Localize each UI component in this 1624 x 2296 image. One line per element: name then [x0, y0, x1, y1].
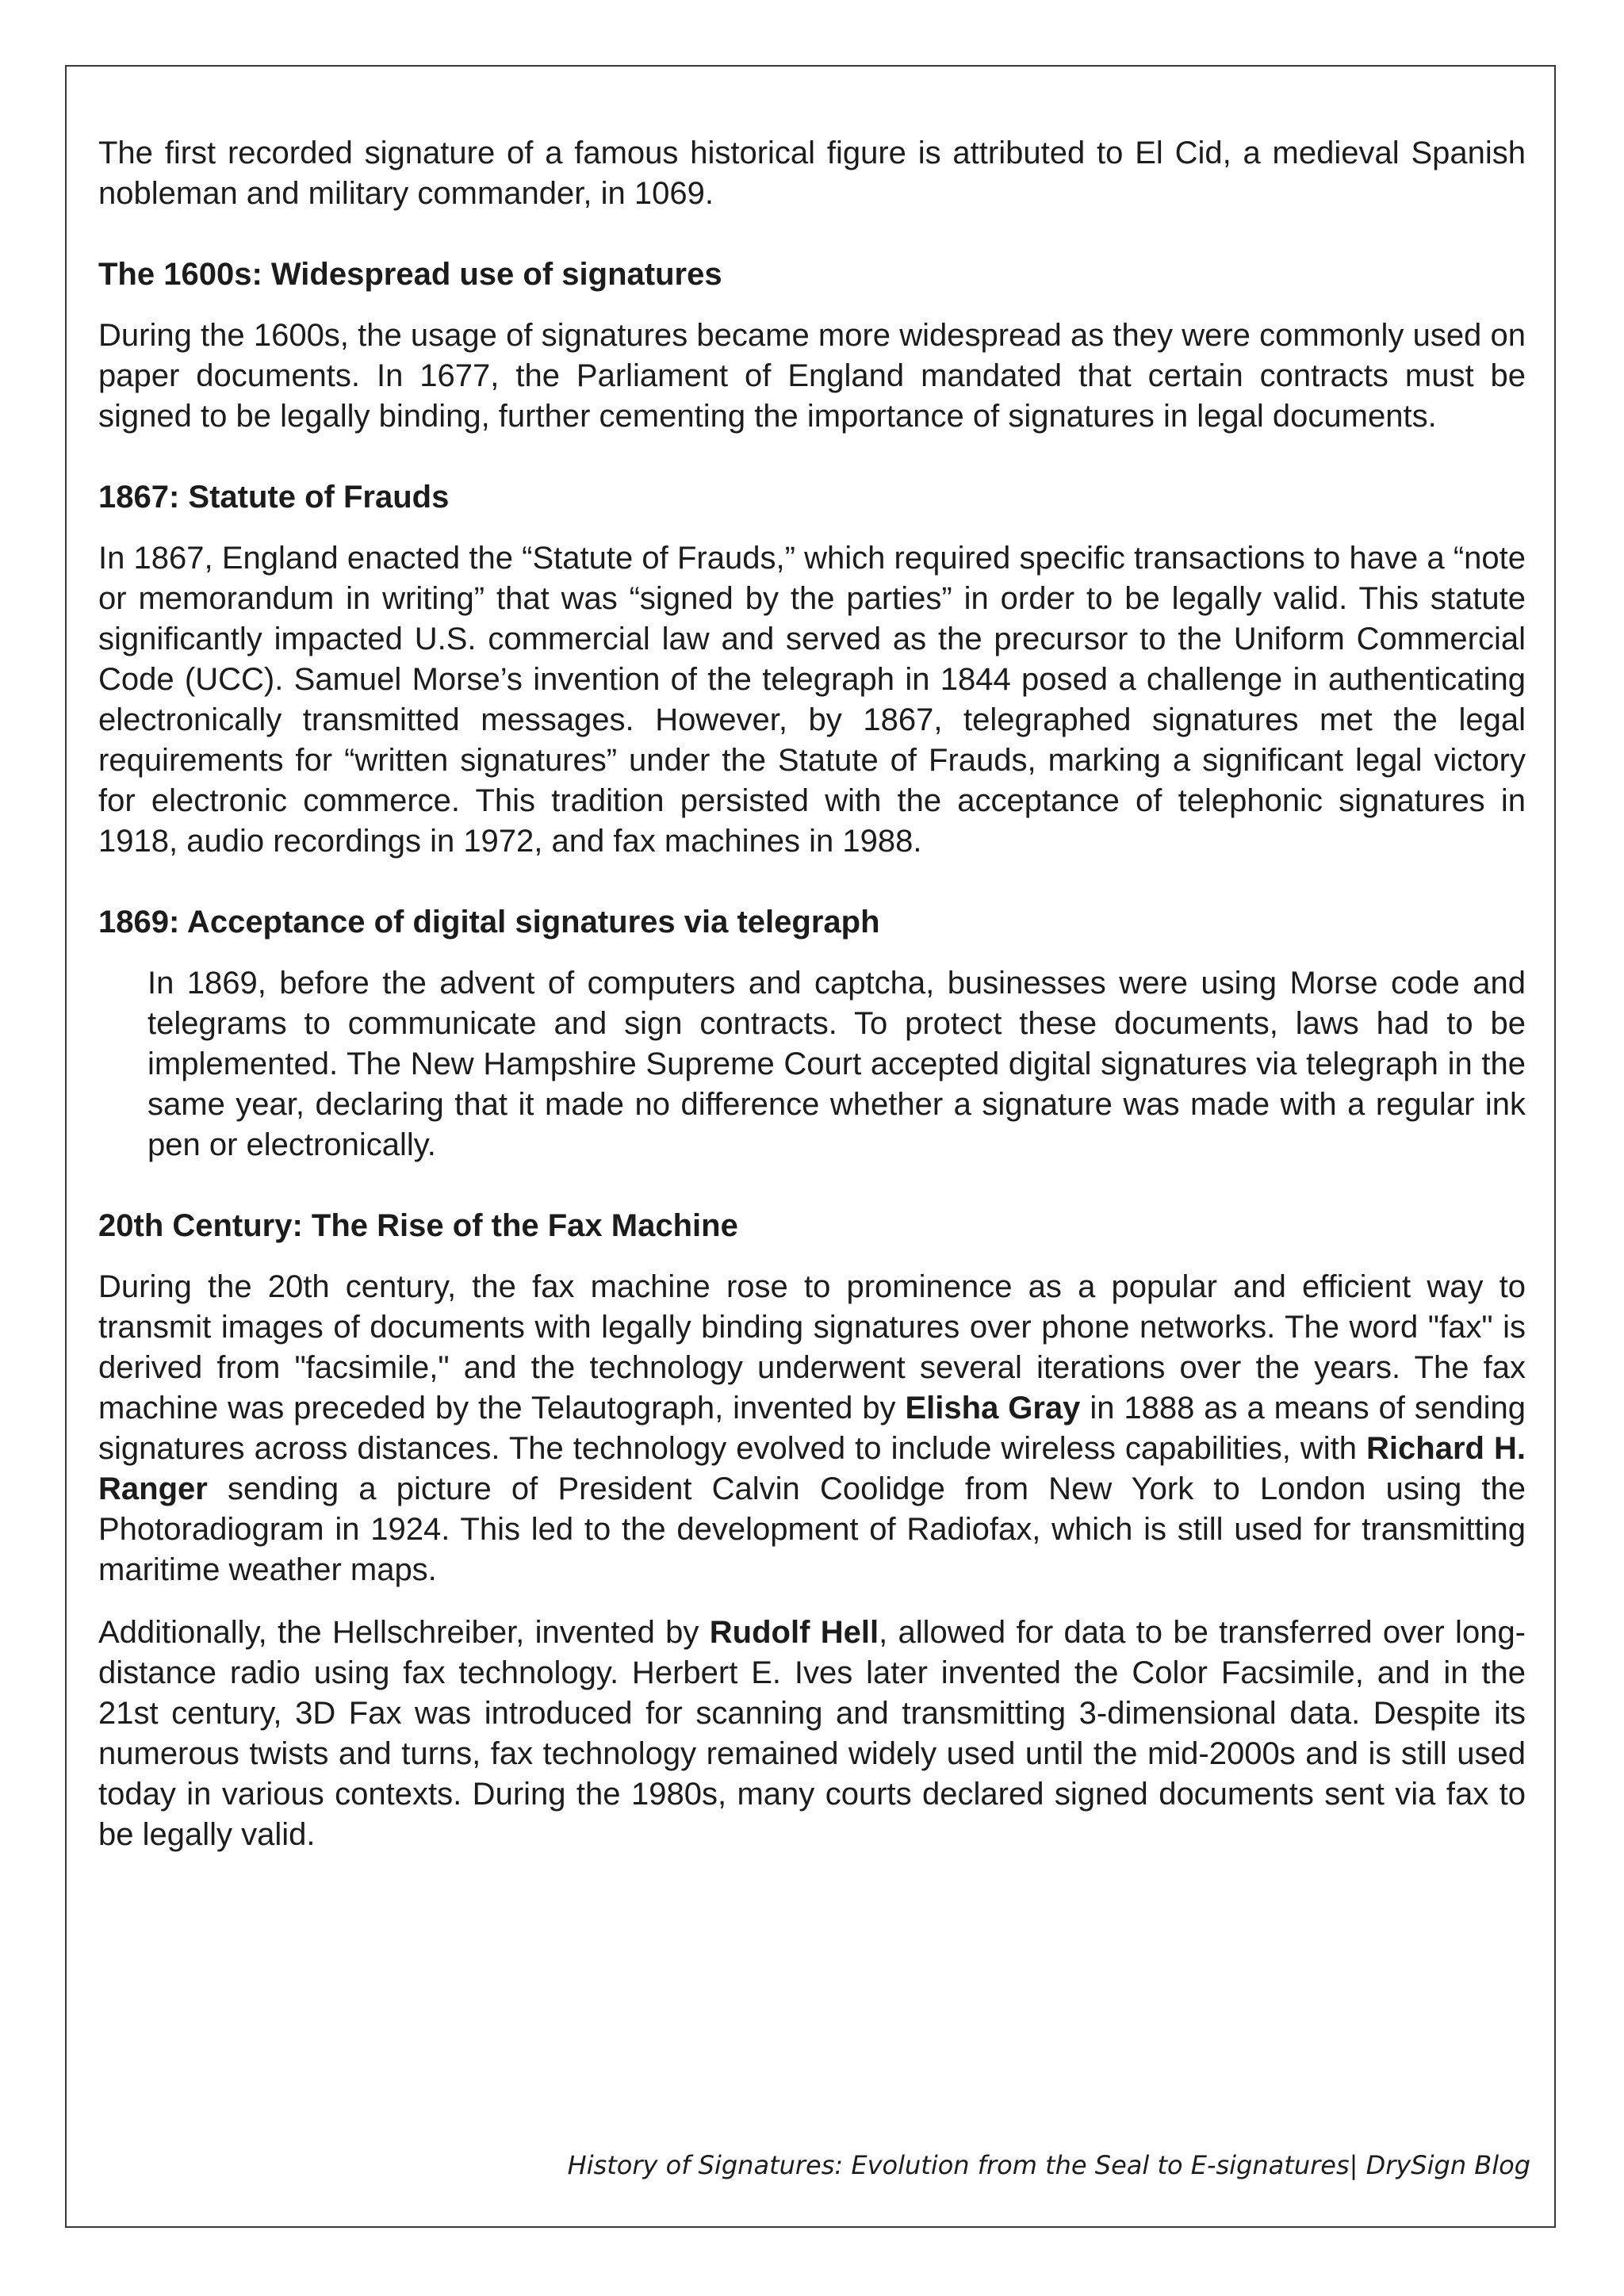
- text-run: Additionally, the Hellschreiber, invented by: [98, 1615, 710, 1650]
- bold-name-rudolf-hell: Rudolf Hell: [709, 1615, 879, 1650]
- section-paragraph-1867: In 1867, England enacted the “Statute of Frauds,” which required specific transactions to have a “note or memorandum in writing” that was “signed by the parties” in order to be legally valid. This statute significantly impacted U.S. commercial law and served as the precursor to the Uniform Commercial Code (UCC). Samuel Morse’s invention of the telegraph in 1844 posed a challenge in authenticating electronically transmitted messages. However, by 1867, telegraphed signatures met the legal requirements for “written signatures” under the Statute of Frauds, marking a significant legal victory for electronic commerce. This tradition persisted with the acceptance of telephonic signatures in 1918, audio recordings in 1972, and fax machines in 1988.: [98, 541, 1526, 859]
- section-heading-1600s: The 1600s: Widespread use of signatures: [98, 257, 722, 292]
- section-paragraph-fax-2: [98, 1613, 1526, 1855]
- section-paragraph-1600s: During the 1600s, the usage of signatures became more widespread as they were commonly used on paper documents. In 1677, the Parliament of England mandated that certain contracts must be signed to be legally binding, further cementing the importance of signatures in legal documents.: [98, 318, 1526, 434]
- section-heading-1867: 1867: Statute of Frauds: [98, 480, 450, 515]
- text-run: in 1888 as a means of sending signatures across distances. The technology evolved to include wireless capabilities, with: [98, 1391, 1526, 1466]
- text-run: , allowed for data to be transferred over long-distance radio using fax technology. Herbert E. Ives later invented the Color Facsimile, and in the 21st century, 3D Fax was introduced for scanning and transmitting 3-dimensional data. Despite its numerous twists and turns, fax technology remained widely used until the mid-2000s and is still used today in various contexts. During the 1980s, many courts declared signed documents sent via fax to be legally valid.: [98, 1615, 1526, 1852]
- text-run: sending a picture of President Calvin Coolidge from New York to London using the Photoradiogram in 1924. This led to the development of Radiofax, which is still used for transmitting maritime weather maps.: [98, 1471, 1526, 1587]
- intro-paragraph: The first recorded signature of a famous historical figure is attributed to El Cid, a medieval Spanish nobleman and military commander, in 1069.: [98, 136, 1526, 211]
- page-footer: History of Signatures: Evolution from the Seal to E-signatures| DrySign Blog: [567, 2150, 1530, 2180]
- section-heading-20th-century: 20th Century: The Rise of the Fax Machine: [98, 1208, 738, 1243]
- document-body: [98, 133, 1526, 1855]
- section-paragraph-1869: In 1869, before the advent of computers and captcha, businesses were using Morse code and telegrams to communicate and sign contracts. To protect these documents, laws had to be implemented. The New Hampshire Supreme Court accepted digital signatures via telegraph in the same year, declaring that it made no difference whether a signature was made with a regular ink pen or electronically.: [147, 966, 1526, 1162]
- bold-name-richard-ranger: Richard H. Ranger: [98, 1431, 1526, 1506]
- bold-name-elisha-gray: Elisha Gray: [905, 1391, 1081, 1425]
- text-run: During the 20th century, the fax machine rose to prominence as a popular and efficient way to transmit images of documents with legally binding signatures over phone networks. The word "fax" is derived from "facsimile," and the technology underwent several iterations over the years. The fax machine was preceded by the Telautograph, invented by: [98, 1269, 1526, 1425]
- section-paragraph-fax-1: [98, 1267, 1526, 1590]
- section-heading-1869: 1869: Acceptance of digital signatures via telegraph: [98, 905, 880, 939]
